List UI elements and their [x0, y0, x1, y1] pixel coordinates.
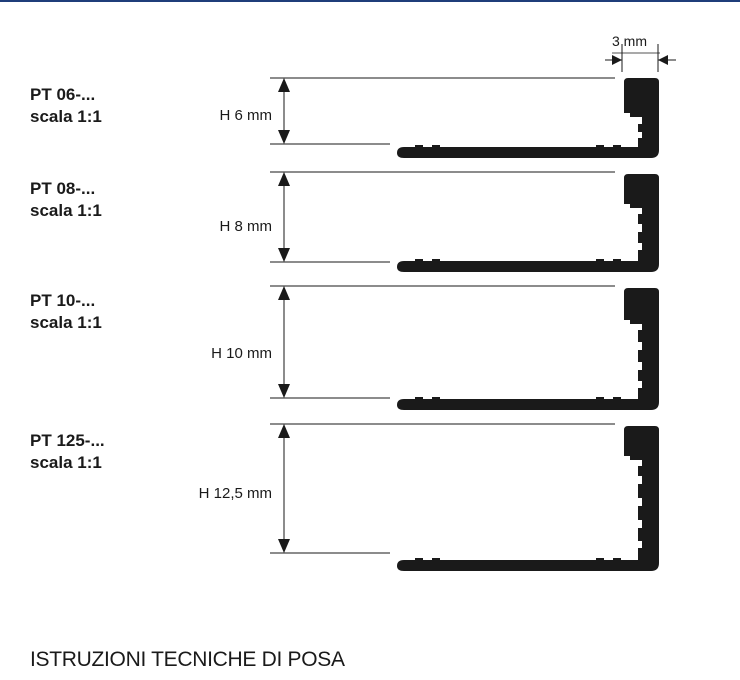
profile-scale-pt06: scala 1:1 — [30, 107, 102, 126]
profile-drawing-pt06 — [270, 78, 659, 158]
profile-drawing-pt08 — [270, 172, 659, 272]
profile-drawing-pt125 — [270, 424, 659, 571]
profile-shape-pt06 — [397, 78, 659, 158]
profile-code-pt10: PT 10-... — [30, 291, 96, 310]
height-label-pt06: H 6 mm — [219, 107, 272, 124]
section-title: ISTRUZIONI TECNICHE DI POSA — [30, 648, 345, 671]
profile-scale-pt125: scala 1:1 — [30, 453, 102, 472]
profile-scale-pt10: scala 1:1 — [30, 313, 102, 332]
height-label-pt10: H 10 mm — [211, 345, 272, 362]
profile-scale-pt08: scala 1:1 — [30, 201, 102, 220]
profile-shape-pt125 — [397, 426, 659, 571]
profile-code-pt125: PT 125-... — [30, 431, 105, 450]
width-dimension — [605, 44, 676, 72]
profile-code-pt08: PT 08-... — [30, 179, 96, 198]
profile-shape-pt10 — [397, 288, 659, 410]
height-label-pt08: H 8 mm — [219, 218, 272, 235]
profile-code-pt06: PT 06-... — [30, 85, 96, 104]
height-label-pt125: H 12,5 mm — [198, 485, 272, 502]
width-dimension-label: 3 mm — [612, 33, 647, 49]
profile-drawing-pt10 — [270, 286, 659, 410]
profile-shape-pt08 — [397, 174, 659, 272]
